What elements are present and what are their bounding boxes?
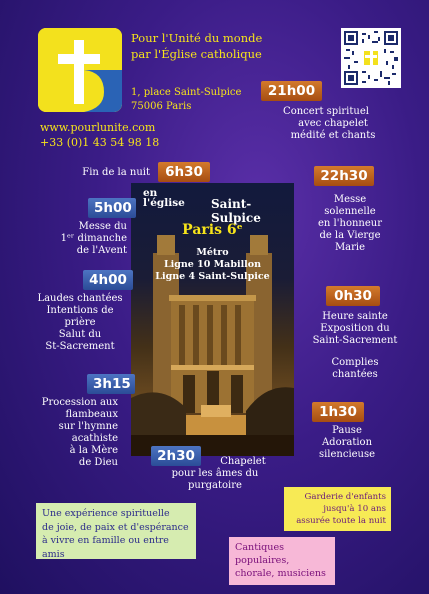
event-fin-nuit: Fin de la nuit bbox=[82, 167, 150, 178]
qr-code-icon bbox=[341, 28, 401, 88]
time-badge-0h30: 0h30 bbox=[326, 286, 380, 306]
cross-logo-icon bbox=[38, 28, 122, 112]
phone-number: +33 (0)1 43 54 98 18 bbox=[40, 136, 160, 149]
time-badge-2h30: 2h30 bbox=[151, 446, 201, 466]
photo-eglise: l'église bbox=[143, 197, 185, 209]
address: 1, place Saint-Sulpice 75006 Paris bbox=[131, 87, 242, 112]
event-laudes: Laudes chantées Intentions de prière Salut du St-Sacrement bbox=[37, 293, 123, 352]
photo-en: en bbox=[143, 187, 158, 199]
event-heure-sainte: Heure sainte Exposition du Saint-Sacrement Complies chantées bbox=[312, 311, 398, 380]
time-badge-21h00: 21h00 bbox=[261, 81, 322, 101]
event-messe-avent: Messe du 1ᵉʳ dimanche de l'Avent bbox=[60, 221, 127, 256]
website-link[interactable]: www.pourlunite.com bbox=[40, 121, 156, 134]
event-messe-solennelle: Messe solennelle en l'honneur de la Vierge Marie bbox=[318, 194, 382, 253]
time-badge-4h00: 4h00 bbox=[83, 270, 133, 290]
event-procession: Procession aux flambeaux sur l'hymne acathiste à la Mère de Dieu bbox=[41, 397, 118, 468]
photo-city: Paris 6ᵉ bbox=[182, 222, 243, 238]
childcare-box: Garderie d'enfants jusqu'à 10 ans assurée toute la nuit bbox=[284, 487, 391, 531]
time-badge-6h30: 6h30 bbox=[158, 162, 210, 182]
experience-box: Une expérience spirituelle de joie, de paix et d'espérance à vivre en famille ou entre amis bbox=[36, 503, 196, 559]
music-box: Cantiques populaires, chorale, musiciens bbox=[229, 537, 335, 585]
event-chapelet: Chapelet pour les âmes du purgatoire bbox=[171, 456, 266, 491]
metro-info: Métro Ligne 10 Mabillon Ligne 4 Saint-Sulpice bbox=[155, 247, 270, 282]
event-concert: Concert spirituel avec chapelet médité et chants bbox=[283, 106, 376, 141]
organisation-name: Pour l'Unité du monde par l'Église catholique bbox=[131, 31, 263, 61]
contact bbox=[40, 120, 159, 150]
photo-church-name: Saint-Sulpice bbox=[211, 197, 261, 225]
time-badge-5h00: 5h00 bbox=[88, 198, 136, 218]
time-badge-22h30: 22h30 bbox=[314, 166, 374, 186]
time-badge-3h15: 3h15 bbox=[87, 374, 135, 394]
event-adoration: Pause Adoration silencieuse bbox=[318, 425, 376, 460]
time-badge-1h30: 1h30 bbox=[312, 402, 364, 422]
church-photo bbox=[131, 183, 294, 456]
